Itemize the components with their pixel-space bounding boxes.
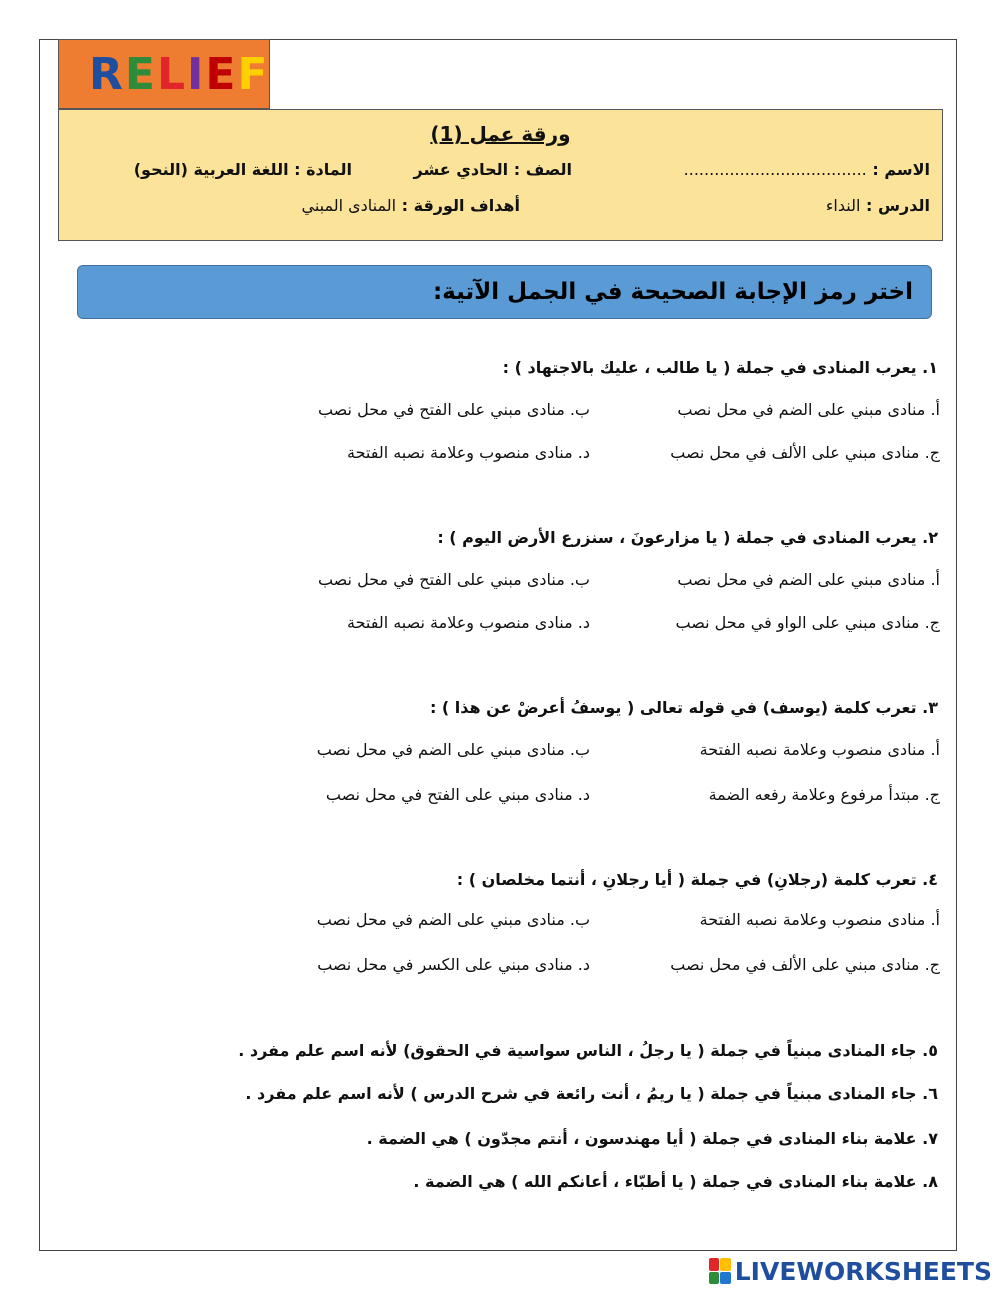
logo-letter: R — [89, 48, 125, 100]
goals-line — [302, 196, 521, 215]
subject-line — [134, 160, 352, 179]
option-b[interactable]: ب. منادى مبني على الفتح في محل نصب — [317, 400, 590, 419]
goals-label: أهداف الورقة : — [401, 196, 520, 215]
statement-item: ٥. جاء المنادى مبنياً في جملة ( يا رجلُ ، الناس سواسية في الحقوق) لأنه اسم علم مفرد . — [238, 1041, 938, 1060]
logo-letter: F — [237, 48, 270, 100]
logo-letter: E — [124, 48, 157, 100]
grade-label: الصف : — [513, 160, 572, 179]
option-c[interactable]: ج. منادى مبني على الواو في محل نصب — [675, 613, 940, 632]
question-stem: ٤. تعرب كلمة (رجلانِ) في جملة ( أيا رجلانِ ، أنتما مخلصان ) : — [456, 870, 938, 889]
logo-letter: E — [205, 48, 238, 100]
logo-letter: L — [156, 48, 187, 100]
student-name-line — [684, 160, 930, 179]
subject-value: اللغة العربية (النحو) — [133, 160, 289, 179]
relief-logo — [58, 39, 270, 109]
worksheet-header — [58, 109, 943, 241]
instruction-banner — [77, 265, 932, 319]
option-c[interactable]: ج. مبتدأ مرفوع وعلامة رفعه الضمة — [708, 785, 940, 804]
option-d[interactable]: د. منادى مبني على الكسر في محل نصب — [317, 955, 590, 974]
lesson-line — [826, 196, 930, 215]
option-b[interactable]: ب. منادى مبني على الضم في محل نصب — [316, 740, 590, 759]
option-d[interactable]: د. منادى منصوب وعلامة نصبه الفتحة — [346, 443, 590, 462]
statement-item: ٧. علامة بناء المنادى في جملة ( أيا مهندسون ، أنتم مجدّون ) هي الضمة . — [366, 1129, 938, 1148]
worksheet-title: ورقة عمل (1) — [430, 122, 571, 146]
question-stem: ١. يعرب المنادى في جملة ( يا طالب ، عليك بالاجتهاد ) : — [502, 358, 938, 377]
option-c[interactable]: ج. منادى مبني على الألف في محل نصب — [670, 443, 940, 462]
question-stem: ٣. تعرب كلمة (يوسف) في قوله تعالى ( يوسفُ أعرضْ عن هذا ) : — [429, 698, 938, 717]
goals-value: المنادى المبني — [301, 196, 397, 215]
option-b[interactable]: ب. منادى مبني على الفتح في محل نصب — [317, 570, 590, 589]
liveworksheets-logo-icon — [709, 1258, 731, 1284]
name-label: الاسم : — [872, 160, 930, 179]
option-d[interactable]: د. منادى مبني على الفتح في محل نصب — [325, 785, 590, 804]
question-stem: ٢. يعرب المنادى في جملة ( يا مزارعونَ ، سنزرع الأرض اليوم ) : — [437, 528, 938, 547]
option-a[interactable]: أ. منادى مبني على الضم في محل نصب — [677, 570, 940, 589]
logo-letter: I — [187, 48, 206, 100]
instruction-text: اختر رمز الإجابة الصحيحة في الجمل الآتية: — [432, 279, 913, 305]
grade-value: الحادي عشر — [413, 160, 509, 179]
liveworksheets-brand[interactable]: LIVEWORKSHEETS — [734, 1256, 992, 1286]
statement-item: ٦. جاء المنادى مبنياً في جملة ( يا ريمُ ، أنت رائعة في شرح الدرس ) لأنه اسم علم مفرد . — [245, 1084, 938, 1103]
option-a[interactable]: أ. منادى مبني على الضم في محل نصب — [677, 400, 940, 419]
liveworksheets-footer — [709, 1256, 992, 1286]
subject-label: المادة : — [294, 160, 352, 179]
statement-item: ٨. علامة بناء المنادى في جملة ( يا أطبّاء ، أعانكم الله ) هي الضمة . — [413, 1172, 938, 1191]
option-a[interactable]: أ. منادى منصوب وعلامة نصبه الفتحة — [699, 910, 940, 929]
lesson-value: النداء — [825, 196, 861, 215]
option-a[interactable]: أ. منادى منصوب وعلامة نصبه الفتحة — [699, 740, 940, 759]
lesson-label: الدرس : — [866, 196, 930, 215]
option-d[interactable]: د. منادى منصوب وعلامة نصبه الفتحة — [346, 613, 590, 632]
option-c[interactable]: ج. منادى مبني على الألف في محل نصب — [670, 955, 940, 974]
name-field[interactable]: .................................... — [683, 160, 867, 179]
option-b[interactable]: ب. منادى مبني على الضم في محل نصب — [316, 910, 590, 929]
grade-line — [414, 160, 573, 179]
